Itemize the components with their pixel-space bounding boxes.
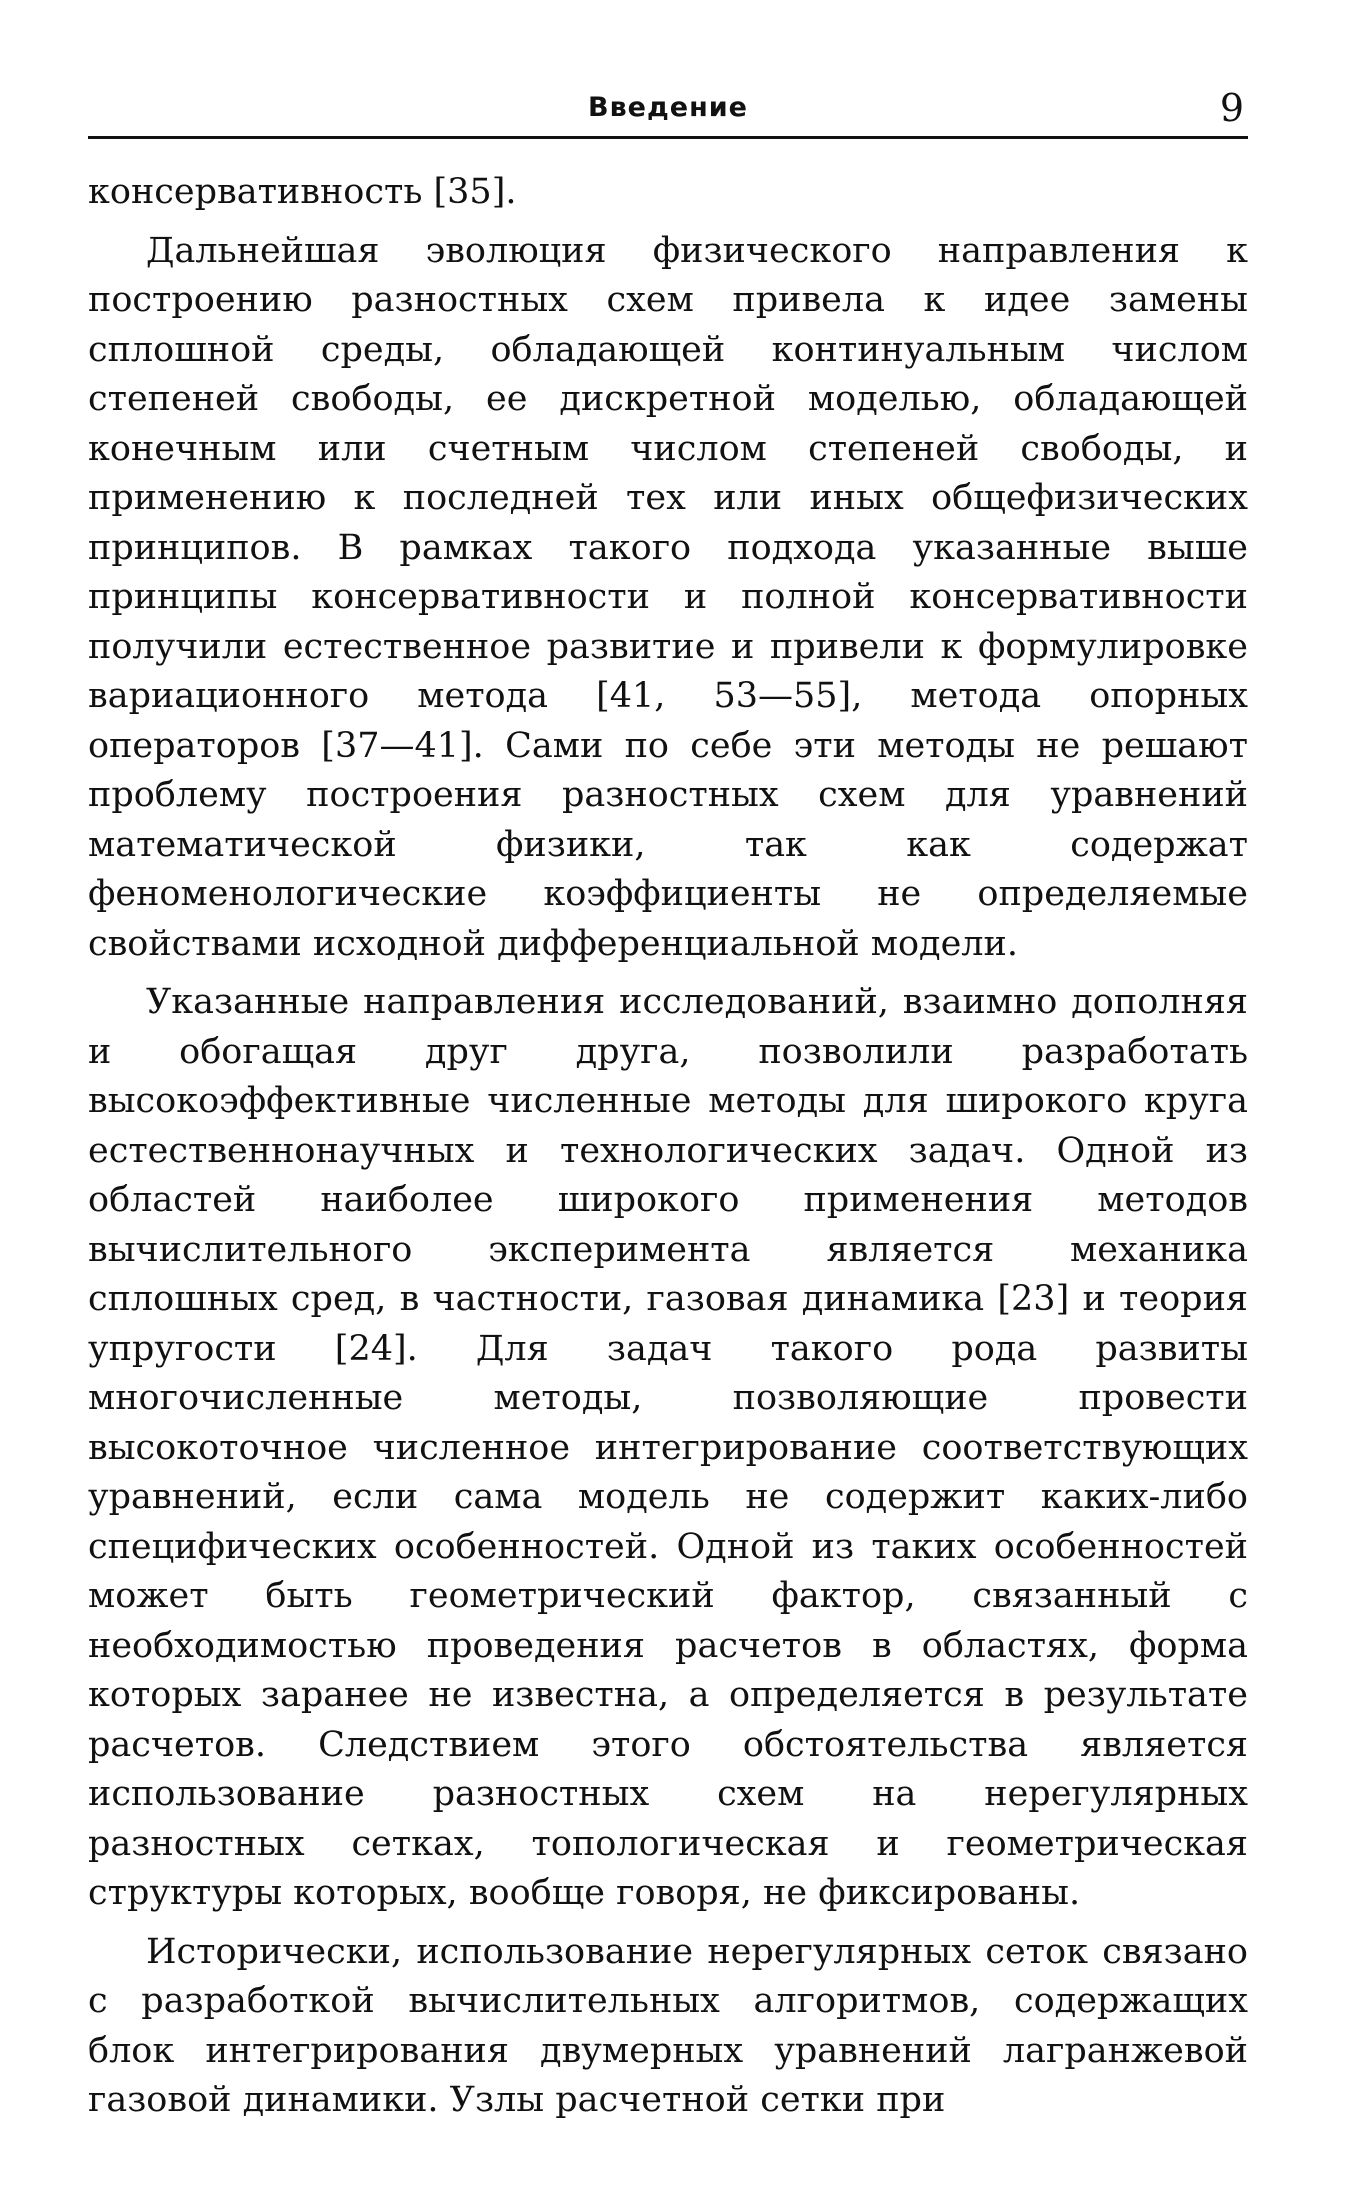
book-page xyxy=(88,0,1248,2203)
page-number: 9 xyxy=(1219,86,1244,130)
paragraph-continuation: консервативность [35]. xyxy=(88,172,517,212)
paragraph-evolution: Дальнейшая эволюция физического направления к построению разностных схем привела к идее замены сплошной среды, обладающей континуальным числом степеней свободы, ее дискретной моделью, обладающей конечным или счетным числом степеней свободы, и применению к последней тех или иных общефизических принципов. В рамках такого подхода указанные выше принципы консервативности и полной консервативности получили естественное развитие и привели к формулировке вариационного метода [41, 53—55], метода опорных операторов [37—41]. Сами по себе эти методы не решают проблему построения разностных схем для уравнений математической физики, так как содержат феноменологические коэффициенты не определяемые свойствами исходной дифференциальной модели. xyxy=(88,230,1248,964)
running-title: Введение xyxy=(588,92,748,123)
running-header xyxy=(88,86,1248,139)
paragraph-research-directions: Указанные направления исследований, взаимно дополняя и обогащая друг друга, позволили разработать высокоэффективные численные методы для широкого круга естественнонаучных и технологических задач. Одной из областей наиболее широкого применения методов вычислительного эксперимента является механика сплошных сред, в частности, газовая динамика [23] и теория упругости [24]. Для задач такого рода развиты многочисленные методы, позволяющие провести высокоточное численное интегрирование соответствующих уравнений, если сама модель не содержит каких-либо специфических особенностей. Одной из таких особенностей может быть геометрический фактор, связанный с необходимостью проведения расчетов в областях, форма которых заранее не известна, а определяется в результате расчетов. Следствием этого обстоятельства является использование разностных схем на нерегулярных разностных сетках, топологическая и геометрическая структуры которых, вообще говоря, не фиксированы. xyxy=(88,982,1248,1913)
paragraph-historically: Исторически, использование нерегулярных сеток связано с разработкой вычислительных алгоритмов, содержащих блок интегрирования двумерных уравнений лагранжевой газовой динамики. Узлы расчетной сетки при xyxy=(88,1931,1248,2120)
body-text xyxy=(88,168,1248,2126)
